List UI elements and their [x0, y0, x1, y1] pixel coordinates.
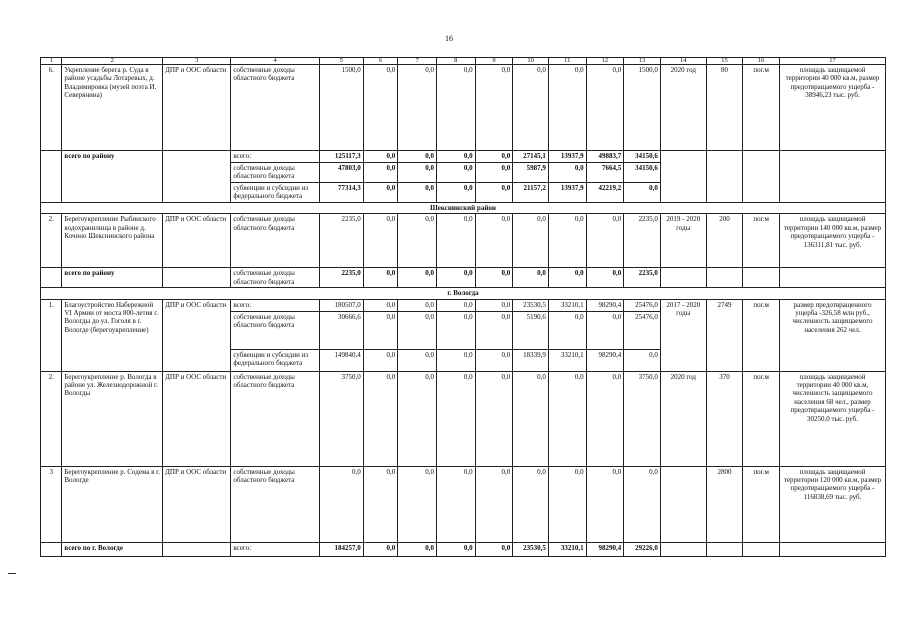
cell-value: 2235,0 [624, 268, 661, 288]
cell-value: 0,0 [475, 371, 513, 466]
col-header: 3 [163, 58, 231, 65]
cell-value: 0,0 [363, 371, 398, 466]
table-row [41, 466, 886, 542]
cell-value: 0,0 [475, 349, 513, 371]
col-header: 10 [513, 58, 549, 65]
effect: площадь защищаемой территории 140 000 кв.м, размер предотвращаемого ущерба - 136311,81 тыс. руб. [779, 214, 885, 268]
funding-source: всего: [231, 542, 320, 556]
cell-value: 42219,2 [586, 183, 624, 203]
cell-value: 0,0 [398, 311, 437, 349]
cell-value: 0,0 [548, 268, 586, 288]
funding-source: собственные доходы областного бюджета [231, 268, 320, 288]
unit: пог.м [743, 214, 780, 268]
cell-value: 1500,0 [624, 65, 661, 151]
col-header: 2 [62, 58, 163, 65]
cell-value: 5987,9 [513, 163, 549, 183]
quantity: 2800 [706, 466, 743, 542]
empty-cell [706, 151, 743, 203]
table-row [41, 65, 886, 151]
cell-value: 0,0 [436, 349, 475, 371]
cell-value: 0,0 [363, 542, 398, 556]
cell-value: 0,0 [363, 163, 398, 183]
cell-value: 0,0 [548, 214, 586, 268]
cell-value: 3750,0 [319, 371, 363, 466]
cell-value: 0,0 [624, 183, 661, 203]
executor: ДПР и ООС области [163, 299, 231, 371]
unit: пог.м [743, 299, 780, 371]
section-title: г. Вологда [41, 288, 886, 299]
cell-value: 34150,6 [624, 163, 661, 183]
col-header: 17 [779, 58, 885, 65]
empty-cell [163, 542, 231, 556]
cell-value: 0,0 [436, 542, 475, 556]
cell-value: 0,0 [586, 214, 624, 268]
cell-value: 21157,2 [513, 183, 549, 203]
table-row [41, 299, 886, 311]
funding-source: субвенции и субсидии из федерального бюджета [231, 349, 320, 371]
col-header: 12 [586, 58, 624, 65]
empty-cell [779, 542, 885, 556]
total-row [41, 268, 886, 288]
cell-value: 47803,0 [319, 163, 363, 183]
cell-value: 0,0 [548, 65, 586, 151]
empty-cell [706, 542, 743, 556]
col-header: 5 [319, 58, 363, 65]
cell-value: 125117,3 [319, 151, 363, 163]
cell-value: 0,0 [586, 371, 624, 466]
project-name: Берегоукрепление р. Содема в г. Вологде [62, 466, 163, 542]
cell-value: 0,0 [586, 466, 624, 542]
col-header: 11 [548, 58, 586, 65]
cell-value: 0,0 [475, 163, 513, 183]
cell-value: 180507,0 [319, 299, 363, 311]
cell-value: 27145,1 [513, 151, 549, 163]
cell-value: 0,0 [475, 299, 513, 311]
cell-value: 0,0 [398, 349, 437, 371]
funding-source: собственные доходы областного бюджета [231, 214, 320, 268]
unit: пог.м [743, 371, 780, 466]
cell-value: 0,0 [475, 65, 513, 151]
col-header: 14 [660, 58, 706, 65]
empty-cell [660, 151, 706, 203]
unit: пог.м [743, 466, 780, 542]
cell-value: 0,0 [436, 466, 475, 542]
col-header: 8 [436, 58, 475, 65]
cell-value: 98290,4 [586, 542, 624, 556]
table-row [41, 371, 886, 466]
col-header: 13 [624, 58, 661, 65]
cell-value: 0,0 [475, 214, 513, 268]
cell-value: 0,0 [513, 214, 549, 268]
period: 2020 год [660, 371, 706, 466]
total-row [41, 151, 886, 163]
cell-value: 0,0 [586, 311, 624, 349]
effect: площадь защищаемой территории 120 000 кв.м, размер предотвращаемого ущерба - 116838,69 тыс. руб. [779, 466, 885, 542]
cell-value: 25476,0 [624, 299, 661, 311]
funding-source: собственные доходы областного бюджета [231, 311, 320, 349]
cell-value: 0,0 [363, 65, 398, 151]
cell-value: 0,0 [398, 299, 437, 311]
row-number: 3 [41, 466, 62, 542]
col-header: 16 [743, 58, 780, 65]
cell-value: 0,0 [319, 466, 363, 542]
col-header: 4 [231, 58, 320, 65]
cell-value: 98290,4 [586, 299, 624, 311]
cell-value: 3750,0 [624, 371, 661, 466]
empty-cell [41, 151, 62, 203]
cell-value: 0,0 [475, 151, 513, 163]
cell-value: 77314,3 [319, 183, 363, 203]
cell-value: 0,0 [475, 268, 513, 288]
cell-value: 23530,5 [513, 299, 549, 311]
margin-mark [8, 573, 16, 574]
project-name: Берегоукрепление р. Вологда в районе ул. Железнодорожной г. Вологды [62, 371, 163, 466]
cell-value: 5190,6 [513, 311, 549, 349]
cell-value: 33210,1 [548, 299, 586, 311]
cell-value: 0,0 [363, 214, 398, 268]
cell-value: 33210,1 [548, 349, 586, 371]
cell-value: 2235,0 [624, 214, 661, 268]
cell-value: 2235,0 [319, 214, 363, 268]
cell-value: 23530,5 [513, 542, 549, 556]
cell-value: 0,0 [475, 311, 513, 349]
section-title: Шекснинский район [41, 203, 886, 214]
empty-cell [743, 151, 780, 203]
cell-value: 98290,4 [586, 349, 624, 371]
table-row [41, 214, 886, 268]
row-number: 2. [41, 214, 62, 268]
project-name: Благоустройство Набережной VI Армии от моста 800-летия г. Вологды до ул. Гоголя в г. Вологде (берегоукрепление) [62, 299, 163, 371]
col-header: 1 [41, 58, 62, 65]
cell-value: 25476,0 [624, 311, 661, 349]
cell-value: 30666,6 [319, 311, 363, 349]
cell-value: 184257,0 [319, 542, 363, 556]
cell-value: 0,0 [398, 371, 437, 466]
quantity: 2749 [706, 299, 743, 371]
empty-cell [660, 542, 706, 556]
period: 2017 - 2020 годы [660, 299, 706, 371]
cell-value: 0,0 [624, 349, 661, 371]
row-number: 6. [41, 65, 62, 151]
cell-value: 13937,9 [548, 151, 586, 163]
funding-source: всего: [231, 299, 320, 311]
row-number: 2. [41, 371, 62, 466]
cell-value: 13937,9 [548, 183, 586, 203]
quantity: 370 [706, 371, 743, 466]
empty-cell [163, 151, 231, 203]
cell-value: 0,0 [513, 371, 549, 466]
cell-value: 0,0 [398, 268, 437, 288]
cell-value: 0,0 [548, 311, 586, 349]
cell-value: 0,0 [436, 299, 475, 311]
funding-source: собственные доходы областного бюджета [231, 65, 320, 151]
empty-cell [660, 268, 706, 288]
executor: ДПР и ООС области [163, 371, 231, 466]
period: 2019 - 2020 годы [660, 214, 706, 268]
empty-cell [743, 542, 780, 556]
cell-value: 0,0 [436, 214, 475, 268]
section-row [41, 288, 886, 299]
col-header: 15 [706, 58, 743, 65]
cell-value: 0,0 [436, 163, 475, 183]
cell-value: 0,0 [398, 65, 437, 151]
cell-value: 0,0 [586, 65, 624, 151]
cell-value: 0,0 [436, 371, 475, 466]
quantity: 80 [706, 65, 743, 151]
cell-value: 0,0 [475, 542, 513, 556]
funding-source: собственные доходы областного бюджета [231, 371, 320, 466]
effect: размер предотвращенного ущерба -326,58 млн руб., численность защищаемого населения 262 чел. [779, 299, 885, 371]
cell-value: 1500,0 [319, 65, 363, 151]
cell-value: 0,0 [624, 466, 661, 542]
budget-table [40, 57, 886, 557]
effect: площадь защищаемой территории 40 000 кв.м, численность защищаемого населения 68 чел., размер предотвращаемого ущерба - 30250,0 тыс. руб. [779, 371, 885, 466]
total-label: всего по г. Вологде [62, 542, 163, 556]
cell-value: 0,0 [436, 65, 475, 151]
period: 2020 год [660, 65, 706, 151]
cell-value: 0,0 [475, 183, 513, 203]
cell-value: 0,0 [513, 466, 549, 542]
cell-value: 0,0 [513, 65, 549, 151]
cell-value: 0,0 [363, 349, 398, 371]
cell-value: 0,0 [398, 163, 437, 183]
executor: ДПР и ООС области [163, 466, 231, 542]
col-header: 6 [363, 58, 398, 65]
empty-cell [779, 268, 885, 288]
cell-value: 0,0 [586, 268, 624, 288]
total-label: всего по району [62, 268, 163, 288]
cell-value: 29226,0 [624, 542, 661, 556]
cell-value: 2235,0 [319, 268, 363, 288]
quantity: 200 [706, 214, 743, 268]
empty-cell [163, 268, 231, 288]
cell-value: 0,0 [513, 268, 549, 288]
cell-value: 0,0 [398, 151, 437, 163]
cell-value: 0,0 [436, 311, 475, 349]
col-header: 9 [475, 58, 513, 65]
cell-value: 0,0 [548, 163, 586, 183]
row-number: 1. [41, 299, 62, 371]
cell-value: 0,0 [398, 542, 437, 556]
cell-value: 0,0 [548, 466, 586, 542]
cell-value: 7664,5 [586, 163, 624, 183]
cell-value: 149840,4 [319, 349, 363, 371]
cell-value: 0,0 [475, 466, 513, 542]
cell-value: 0,0 [363, 466, 398, 542]
empty-cell [779, 151, 885, 203]
cell-value: 0,0 [398, 214, 437, 268]
period [660, 466, 706, 542]
column-number-row [41, 58, 886, 65]
page-number: 16 [445, 34, 453, 43]
cell-value: 0,0 [363, 311, 398, 349]
executor: ДПР и ООС области [163, 214, 231, 268]
total-label: всего по району [62, 151, 163, 203]
cell-value: 34150,6 [624, 151, 661, 163]
funding-source: собственные доходы областного бюджета [231, 163, 320, 183]
empty-cell [743, 268, 780, 288]
cell-value: 0,0 [436, 183, 475, 203]
section-row [41, 203, 886, 214]
cell-value: 0,0 [398, 183, 437, 203]
cell-value: 0,0 [363, 151, 398, 163]
cell-value: 0,0 [363, 183, 398, 203]
cell-value: 0,0 [436, 268, 475, 288]
cell-value: 33210,1 [548, 542, 586, 556]
cell-value: 0,0 [363, 268, 398, 288]
project-name: Укрепление берега р. Суда в районе усадьбы Лотаревых, д. Владимировка (музей поэта И. Северянина) [62, 65, 163, 151]
cell-value: 0,0 [363, 299, 398, 311]
cell-value: 0,0 [436, 151, 475, 163]
funding-source: собственные доходы областного бюджета [231, 466, 320, 542]
empty-cell [41, 268, 62, 288]
funding-source: всего: [231, 151, 320, 163]
executor: ДПР и ООС области [163, 65, 231, 151]
project-name: Берегоукрепление Рыбинского водохранилища в районе д. Кочино Шекснинского района [62, 214, 163, 268]
cell-value: 49883,7 [586, 151, 624, 163]
cell-value: 0,0 [548, 371, 586, 466]
cell-value: 0,0 [398, 466, 437, 542]
empty-cell [706, 268, 743, 288]
col-header: 7 [398, 58, 437, 65]
unit: пог.м [743, 65, 780, 151]
effect: площадь защищаемой территории 40 000 кв.м, размер предотвращаемого ущерба - 38946,23 тыс. руб. [779, 65, 885, 151]
funding-source: субвенции и субсидии из федерального бюджета [231, 183, 320, 203]
cell-value: 18339,9 [513, 349, 549, 371]
empty-cell [41, 542, 62, 556]
total-row [41, 542, 886, 556]
